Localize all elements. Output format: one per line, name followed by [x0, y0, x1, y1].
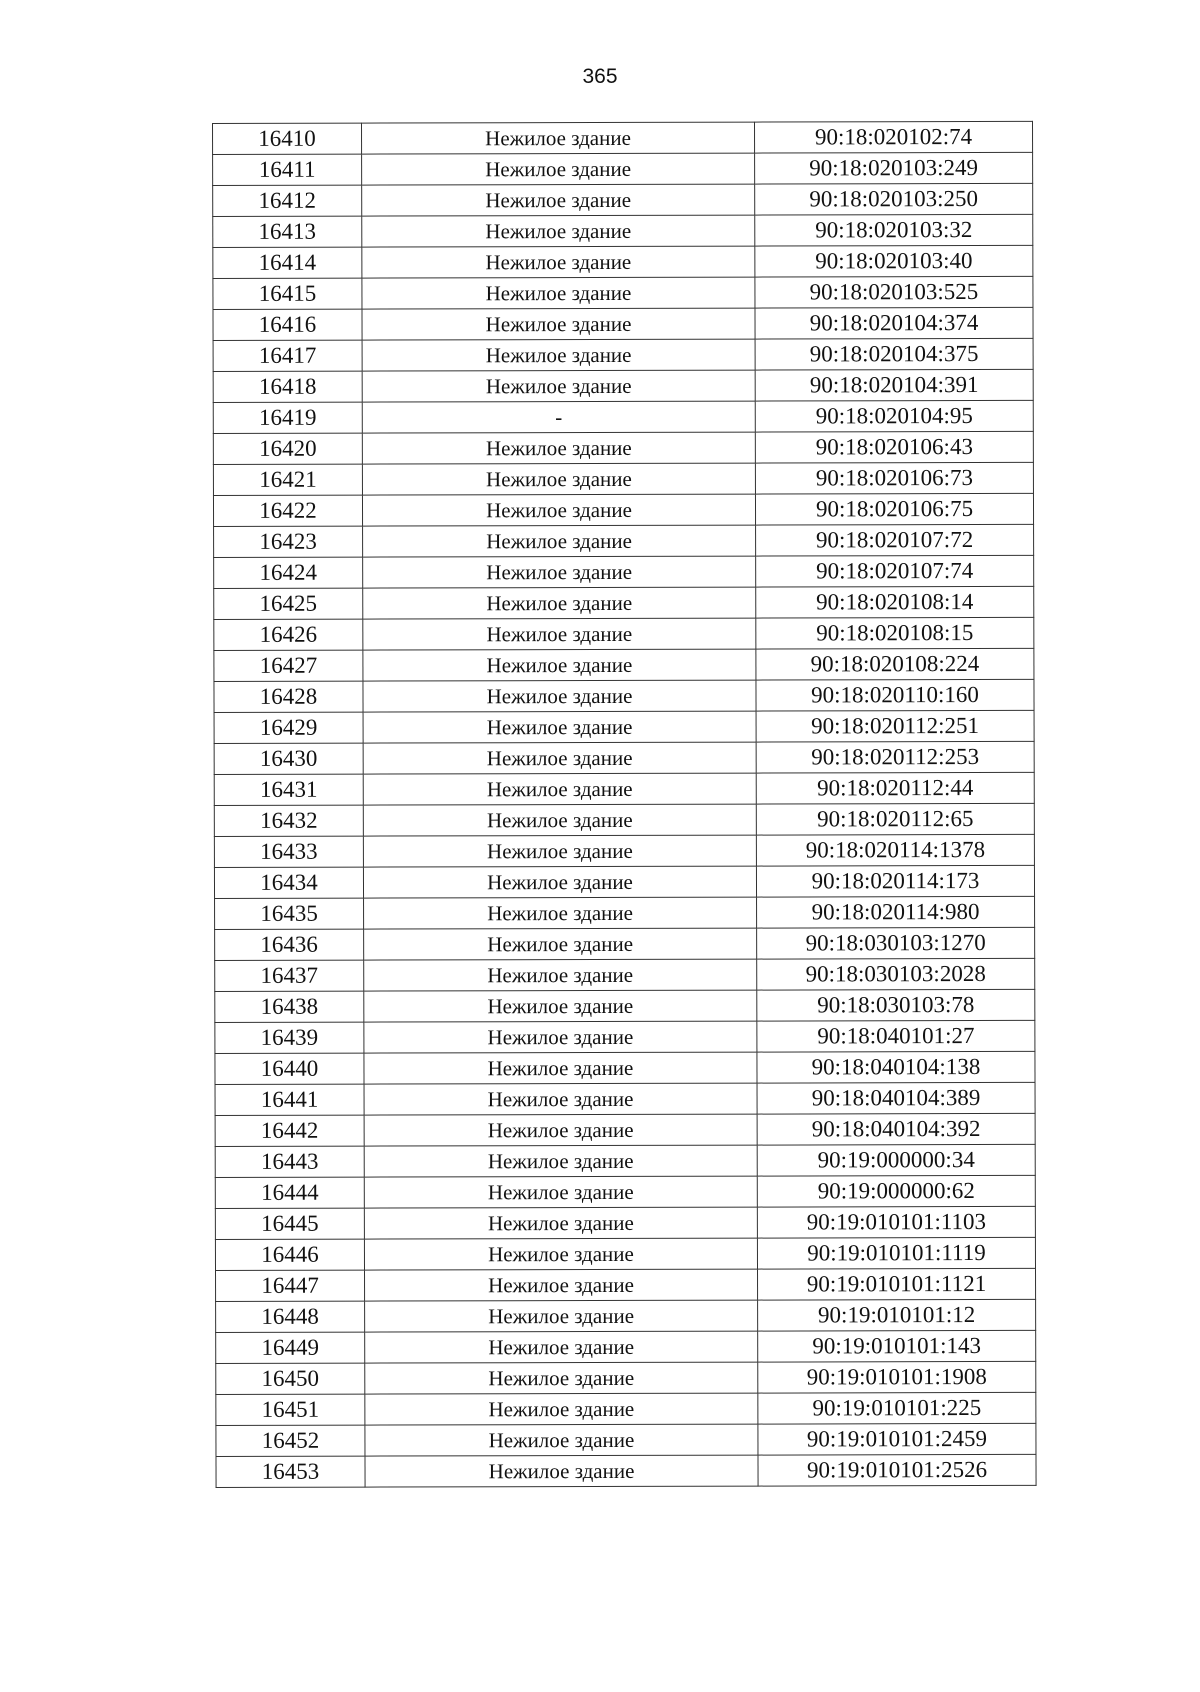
table-row: [215, 1051, 1035, 1084]
cadastral-number-cell: 90:18:020103:249: [755, 152, 1033, 184]
table-row: [214, 586, 1034, 619]
row-number-cell: 16450: [216, 1363, 365, 1394]
cadastral-number-cell: 90:18:020112:65: [756, 803, 1034, 835]
row-number-cell: 16423: [214, 526, 363, 557]
row-number-cell: 16448: [216, 1301, 365, 1332]
table-row: [214, 834, 1034, 867]
table-row: [215, 896, 1035, 929]
row-number-cell: 16421: [213, 464, 362, 495]
object-name-cell: Нежилое здание: [362, 494, 755, 526]
cadastral-number-cell: 90:18:020103:40: [755, 245, 1033, 277]
row-number-cell: 16417: [213, 340, 362, 371]
table-row: [216, 1299, 1036, 1332]
cadastral-number-cell: 90:19:010101:1103: [757, 1206, 1035, 1238]
object-name-cell: Нежилое здание: [363, 711, 756, 743]
row-number-cell: 16414: [213, 247, 362, 278]
row-number-cell: 16433: [214, 836, 363, 867]
table-row: [214, 803, 1034, 836]
table-row: [213, 245, 1033, 278]
row-number-cell: 16427: [214, 650, 363, 681]
row-number-cell: 16432: [214, 805, 363, 836]
row-number-cell: 16420: [213, 433, 362, 464]
row-number-cell: 16416: [213, 309, 362, 340]
table-row: [216, 1361, 1036, 1394]
table-row: [214, 679, 1034, 712]
row-number-cell: 16444: [215, 1177, 364, 1208]
object-name-cell: Нежилое здание: [364, 1083, 757, 1115]
row-number-cell: 16426: [214, 619, 363, 650]
cadastral-number-cell: 90:18:020114:173: [756, 865, 1034, 897]
cadastral-number-cell: 90:19:000000:34: [757, 1144, 1035, 1176]
table-row: [214, 524, 1034, 557]
cadastral-number-cell: 90:18:020106:73: [755, 462, 1033, 494]
object-name-cell: Нежилое здание: [363, 649, 756, 681]
object-name-cell: Нежилое здание: [364, 928, 757, 960]
table-row: [213, 493, 1033, 526]
object-name-cell: Нежилое здание: [362, 215, 755, 247]
cadastral-number-cell: 90:19:010101:1121: [758, 1268, 1036, 1300]
cadastral-number-cell: 90:18:020102:74: [754, 121, 1032, 153]
cadastral-number-cell: 90:18:020104:374: [755, 307, 1033, 339]
cadastral-number-cell: 90:18:020108:14: [756, 586, 1034, 618]
row-number-cell: 16436: [215, 929, 364, 960]
cadastral-number-cell: 90:18:020104:391: [755, 369, 1033, 401]
table-row: [214, 555, 1034, 588]
table-row: [213, 369, 1033, 402]
row-number-cell: 16419: [213, 402, 362, 433]
table-row: [215, 1113, 1035, 1146]
table-row: [213, 338, 1033, 371]
object-name-cell: Нежилое здание: [364, 1176, 757, 1208]
cadastral-number-cell: 90:18:030103:1270: [757, 927, 1035, 959]
object-name-cell: Нежилое здание: [362, 246, 755, 278]
row-number-cell: 16440: [215, 1053, 364, 1084]
row-number-cell: 16415: [213, 278, 362, 309]
object-name-cell: Нежилое здание: [365, 1424, 758, 1456]
cadastral-number-cell: 90:18:020112:44: [756, 772, 1034, 804]
object-name-cell: Нежилое здание: [365, 1455, 758, 1487]
object-name-cell: Нежилое здание: [365, 1269, 758, 1301]
table-row: [215, 1175, 1035, 1208]
table-row: [214, 772, 1034, 805]
table-row: [213, 400, 1033, 433]
row-number-cell: 16437: [215, 960, 364, 991]
row-number-cell: 16434: [214, 867, 363, 898]
table-row: [215, 1144, 1035, 1177]
cadastral-number-cell: 90:18:020103:250: [755, 183, 1033, 215]
object-name-cell: Нежилое здание: [362, 432, 755, 464]
row-number-cell: 16439: [215, 1022, 364, 1053]
cadastral-number-cell: 90:19:010101:1908: [758, 1361, 1036, 1393]
cadastral-number-cell: 90:18:020108:15: [756, 617, 1034, 649]
row-number-cell: 16438: [215, 991, 364, 1022]
object-name-cell: Нежилое здание: [364, 990, 757, 1022]
table-row: [215, 958, 1035, 991]
cadastral-number-cell: 90:19:000000:62: [757, 1175, 1035, 1207]
cadastral-number-cell: 90:18:020107:72: [756, 524, 1034, 556]
object-name-cell: Нежилое здание: [364, 1145, 757, 1177]
cadastral-number-cell: 90:19:010101:12: [758, 1299, 1036, 1331]
row-number-cell: 16449: [216, 1332, 365, 1363]
object-name-cell: Нежилое здание: [365, 1300, 758, 1332]
row-number-cell: 16441: [215, 1084, 364, 1115]
cadastral-number-cell: 90:18:020112:251: [756, 710, 1034, 742]
table-row: [214, 865, 1034, 898]
object-name-cell: Нежилое здание: [363, 804, 756, 836]
row-number-cell: 16435: [215, 898, 364, 929]
table-row: [216, 1392, 1036, 1425]
cadastral-number-cell: 90:19:010101:2459: [758, 1423, 1036, 1455]
cadastral-number-cell: 90:18:040104:138: [757, 1051, 1035, 1083]
table-row: [216, 1268, 1036, 1301]
cadastral-number-cell: 90:19:010101:2526: [758, 1454, 1036, 1486]
cadastral-number-cell: 90:18:020104:375: [755, 338, 1033, 370]
cadastral-number-cell: 90:18:020103:32: [755, 214, 1033, 246]
object-name-cell: Нежилое здание: [363, 556, 756, 588]
object-name-cell: Нежилое здание: [362, 370, 755, 402]
row-number-cell: 16410: [213, 123, 362, 154]
cadastral-number-cell: 90:18:040104:392: [757, 1113, 1035, 1145]
object-name-cell: Нежилое здание: [364, 1114, 757, 1146]
table-row: [213, 183, 1033, 216]
table-row: [215, 1206, 1035, 1239]
cadastral-number-cell: 90:18:020107:74: [756, 555, 1034, 587]
row-number-cell: 16453: [216, 1456, 365, 1487]
object-name-cell: Нежилое здание: [364, 1207, 757, 1239]
object-name-cell: Нежилое здание: [365, 1362, 758, 1394]
row-number-cell: 16452: [216, 1425, 365, 1456]
row-number-cell: 16445: [215, 1208, 364, 1239]
table-row: [215, 1020, 1035, 1053]
table-body: [213, 121, 1037, 1487]
object-name-cell: Нежилое здание: [364, 1021, 757, 1053]
row-number-cell: 16446: [215, 1239, 364, 1270]
table-row: [215, 1082, 1035, 1115]
object-name-cell: Нежилое здание: [363, 525, 756, 557]
object-name-cell: Нежилое здание: [364, 959, 757, 991]
row-number-cell: 16412: [213, 185, 362, 216]
table-row: [216, 1330, 1036, 1363]
row-number-cell: 16430: [214, 743, 363, 774]
cadastral-number-cell: 90:18:020103:525: [755, 276, 1033, 308]
row-number-cell: 16411: [213, 154, 362, 185]
table-row: [214, 617, 1034, 650]
object-name-cell: Нежилое здание: [363, 680, 756, 712]
cadastral-number-cell: 90:19:010101:225: [758, 1392, 1036, 1424]
row-number-cell: 16429: [214, 712, 363, 743]
row-number-cell: 16418: [213, 371, 362, 402]
table-row: [213, 152, 1033, 185]
cadastral-number-cell: 90:18:040104:389: [757, 1082, 1035, 1114]
cadastral-number-cell: 90:18:020106:75: [755, 493, 1033, 525]
row-number-cell: 16413: [213, 216, 362, 247]
row-number-cell: 16443: [215, 1146, 364, 1177]
object-name-cell: Нежилое здание: [362, 153, 755, 185]
cadastral-number-cell: 90:18:040101:27: [757, 1020, 1035, 1052]
row-number-cell: 16424: [214, 557, 363, 588]
object-name-cell: Нежилое здание: [364, 1238, 757, 1270]
object-name-cell: Нежилое здание: [362, 122, 755, 154]
cadastral-number-cell: 90:19:010101:143: [758, 1330, 1036, 1362]
row-number-cell: 16431: [214, 774, 363, 805]
row-number-cell: 16442: [215, 1115, 364, 1146]
table-row: [213, 276, 1033, 309]
object-name-cell: Нежилое здание: [365, 1331, 758, 1363]
row-number-cell: 16425: [214, 588, 363, 619]
cadastral-number-cell: 90:18:020108:224: [756, 648, 1034, 680]
row-number-cell: 16451: [216, 1394, 365, 1425]
object-name-cell: Нежилое здание: [363, 773, 756, 805]
object-name-cell: Нежилое здание: [364, 897, 757, 929]
table-row: [213, 121, 1033, 154]
object-name-cell: Нежилое здание: [364, 1052, 757, 1084]
table-row: [213, 431, 1033, 464]
object-name-cell: Нежилое здание: [363, 866, 756, 898]
table-row: [213, 307, 1033, 340]
cadastral-number-cell: 90:19:010101:1119: [757, 1237, 1035, 1269]
object-name-cell: Нежилое здание: [362, 339, 755, 371]
table-row: [216, 1454, 1036, 1487]
row-number-cell: 16422: [213, 495, 362, 526]
cadastral-number-cell: 90:18:030103:2028: [757, 958, 1035, 990]
object-name-cell: Нежилое здание: [362, 184, 755, 216]
object-name-cell: Нежилое здание: [365, 1393, 758, 1425]
table-row: [214, 741, 1034, 774]
object-name-cell: Нежилое здание: [363, 587, 756, 619]
object-name-cell: Нежилое здание: [363, 835, 756, 867]
cadastral-number-cell: 90:18:020114:1378: [756, 834, 1034, 866]
table-row: [215, 1237, 1035, 1270]
cadastral-number-cell: 90:18:030103:78: [757, 989, 1035, 1021]
cadastral-number-cell: 90:18:020110:160: [756, 679, 1034, 711]
page-number: 365: [582, 65, 618, 88]
object-name-cell: Нежилое здание: [362, 463, 755, 495]
cadastral-number-cell: 90:18:020106:43: [755, 431, 1033, 463]
object-name-cell: -: [362, 401, 755, 433]
table-row: [215, 927, 1035, 960]
table-row: [214, 710, 1034, 743]
table-row: [213, 462, 1033, 495]
object-name-cell: Нежилое здание: [362, 277, 755, 309]
object-name-cell: Нежилое здание: [363, 742, 756, 774]
property-registry-table: [212, 121, 1037, 1488]
table-row: [213, 214, 1033, 247]
table-row: [216, 1423, 1036, 1456]
object-name-cell: Нежилое здание: [362, 308, 755, 340]
row-number-cell: 16447: [216, 1270, 365, 1301]
cadastral-number-cell: 90:18:020114:980: [757, 896, 1035, 928]
object-name-cell: Нежилое здание: [363, 618, 756, 650]
table-row: [214, 648, 1034, 681]
row-number-cell: 16428: [214, 681, 363, 712]
table-row: [215, 989, 1035, 1022]
cadastral-number-cell: 90:18:020112:253: [756, 741, 1034, 773]
cadastral-number-cell: 90:18:020104:95: [755, 400, 1033, 432]
